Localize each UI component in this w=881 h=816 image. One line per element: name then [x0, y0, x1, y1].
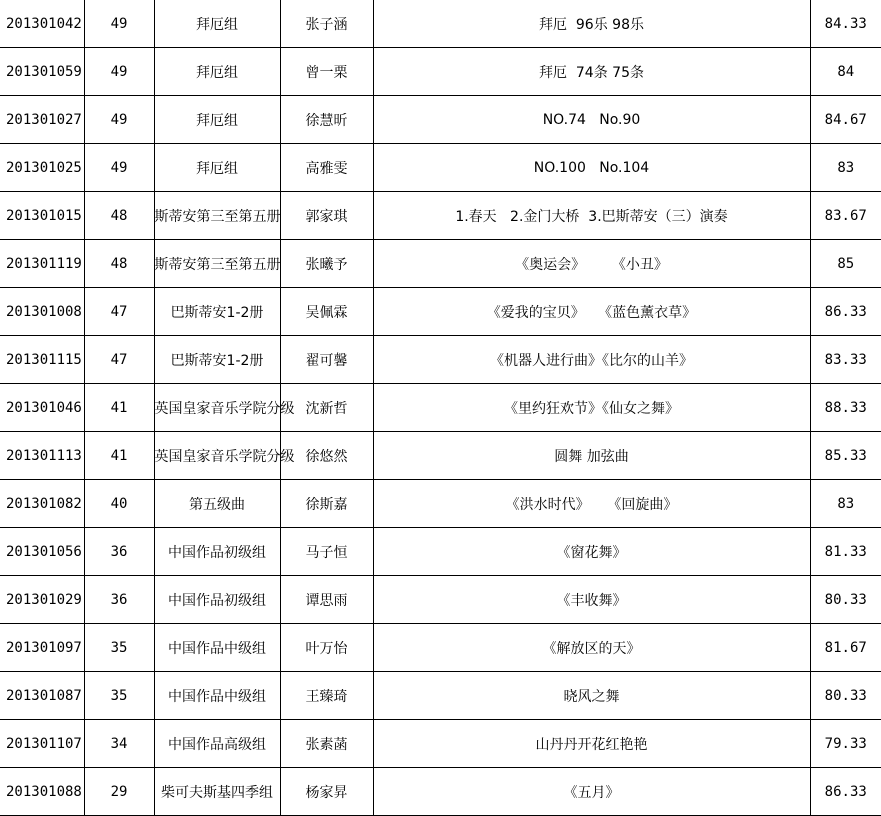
pieces-cell[interactable]: 《丰收舞》	[373, 576, 810, 624]
group-cell[interactable]: 中国作品高级组	[154, 720, 280, 768]
table-row	[0, 480, 881, 528]
student-id-cell[interactable]: 201301027	[0, 96, 84, 144]
pieces-cell[interactable]: 《里约狂欢节》《仙女之舞》	[373, 384, 810, 432]
table-row	[0, 528, 881, 576]
student-name-cell[interactable]: 杨家昇	[280, 768, 373, 816]
table-row	[0, 240, 881, 288]
score-cell[interactable]: 49	[84, 96, 154, 144]
pieces-cell[interactable]: 《洪水时代》 《回旋曲》	[373, 480, 810, 528]
table-row	[0, 144, 881, 192]
group-cell[interactable]: 中国作品初级组	[154, 528, 280, 576]
student-id-cell[interactable]: 201301088	[0, 768, 84, 816]
group-cell[interactable]: 中国作品中级组	[154, 672, 280, 720]
group-cell[interactable]: 英国皇家音乐学院分级	[154, 384, 280, 432]
average-score-cell[interactable]: 83.67	[810, 192, 881, 240]
student-name-cell[interactable]: 叶万怡	[280, 624, 373, 672]
student-id-cell[interactable]: 201301119	[0, 240, 84, 288]
student-name-cell[interactable]: 徐慧昕	[280, 96, 373, 144]
score-cell[interactable]: 41	[84, 432, 154, 480]
table-row	[0, 672, 881, 720]
student-id-cell[interactable]: 201301115	[0, 336, 84, 384]
student-name-cell[interactable]: 马子恒	[280, 528, 373, 576]
score-cell[interactable]: 35	[84, 672, 154, 720]
table-row	[0, 768, 881, 816]
pieces-cell[interactable]: 1.春天 2.金门大桥 3.巴斯蒂安（三）演奏	[373, 192, 810, 240]
score-cell[interactable]: 36	[84, 528, 154, 576]
pieces-cell[interactable]: 《解放区的天》	[373, 624, 810, 672]
average-score-cell[interactable]: 84.33	[810, 0, 881, 48]
pieces-cell[interactable]: 《爱我的宝贝》 《蓝色薰衣草》	[373, 288, 810, 336]
average-score-cell[interactable]: 88.33	[810, 384, 881, 432]
pieces-cell[interactable]: 拜厄 96乐 98乐	[373, 0, 810, 48]
average-score-cell[interactable]: 86.33	[810, 288, 881, 336]
table-row	[0, 0, 881, 48]
group-cell[interactable]: 拜厄组	[154, 0, 280, 48]
group-cell[interactable]: 中国作品中级组	[154, 624, 280, 672]
pieces-cell[interactable]: 《五月》	[373, 768, 810, 816]
average-score-cell[interactable]: 83	[810, 144, 881, 192]
student-name-cell[interactable]: 张素菡	[280, 720, 373, 768]
pieces-cell[interactable]: 山丹丹开花红艳艳	[373, 720, 810, 768]
student-id-cell[interactable]: 201301029	[0, 576, 84, 624]
average-score-cell[interactable]: 80.33	[810, 576, 881, 624]
group-cell[interactable]: 拜厄组	[154, 96, 280, 144]
pieces-cell[interactable]: NO.74 No.90	[373, 96, 810, 144]
group-cell[interactable]: 拜厄组	[154, 144, 280, 192]
score-cell[interactable]: 34	[84, 720, 154, 768]
score-cell[interactable]: 48	[84, 240, 154, 288]
student-name-cell[interactable]: 吴佩霖	[280, 288, 373, 336]
group-cell[interactable]: 斯蒂安第三至第五册	[154, 240, 280, 288]
student-name-cell[interactable]: 王臻琦	[280, 672, 373, 720]
student-id-cell[interactable]: 201301015	[0, 192, 84, 240]
pieces-cell[interactable]: 晓风之舞	[373, 672, 810, 720]
score-cell[interactable]: 47	[84, 288, 154, 336]
student-name-cell[interactable]: 曾一栗	[280, 48, 373, 96]
student-id-cell[interactable]: 201301046	[0, 384, 84, 432]
table-row	[0, 48, 881, 96]
table-row	[0, 288, 881, 336]
score-cell[interactable]: 40	[84, 480, 154, 528]
student-id-cell[interactable]: 201301082	[0, 480, 84, 528]
score-cell[interactable]: 35	[84, 624, 154, 672]
group-cell[interactable]: 柴可夫斯基四季组	[154, 768, 280, 816]
pieces-cell[interactable]: 圆舞 加弦曲	[373, 432, 810, 480]
table-row	[0, 384, 881, 432]
pieces-cell[interactable]: 《机器人进行曲》《比尔的山羊》	[373, 336, 810, 384]
average-score-cell[interactable]: 80.33	[810, 672, 881, 720]
average-score-cell[interactable]: 85.33	[810, 432, 881, 480]
pieces-cell[interactable]: 《奥运会》 《小丑》	[373, 240, 810, 288]
average-score-cell[interactable]: 84.67	[810, 96, 881, 144]
student-id-cell[interactable]: 201301113	[0, 432, 84, 480]
average-score-cell[interactable]: 81.33	[810, 528, 881, 576]
average-score-cell[interactable]: 84	[810, 48, 881, 96]
table-row	[0, 576, 881, 624]
score-cell[interactable]: 48	[84, 192, 154, 240]
score-cell[interactable]: 47	[84, 336, 154, 384]
table-row	[0, 624, 881, 672]
average-score-cell[interactable]: 83.33	[810, 336, 881, 384]
group-cell[interactable]: 中国作品初级组	[154, 576, 280, 624]
group-cell[interactable]: 英国皇家音乐学院分级	[154, 432, 280, 480]
student-id-cell[interactable]: 201301097	[0, 624, 84, 672]
student-name-cell[interactable]: 翟可馨	[280, 336, 373, 384]
student-id-cell[interactable]: 201301087	[0, 672, 84, 720]
pieces-cell[interactable]: 拜厄 74条 75条	[373, 48, 810, 96]
student-name-cell[interactable]: 徐悠然	[280, 432, 373, 480]
group-cell[interactable]: 巴斯蒂安1-2册	[154, 288, 280, 336]
score-cell[interactable]: 49	[84, 48, 154, 96]
student-id-cell[interactable]: 201301025	[0, 144, 84, 192]
average-score-cell[interactable]: 85	[810, 240, 881, 288]
table-row	[0, 720, 881, 768]
score-cell[interactable]: 29	[84, 768, 154, 816]
pieces-cell[interactable]: NO.100 No.104	[373, 144, 810, 192]
group-cell[interactable]: 斯蒂安第三至第五册	[154, 192, 280, 240]
student-name-cell[interactable]: 徐斯嘉	[280, 480, 373, 528]
student-id-cell[interactable]: 201301056	[0, 528, 84, 576]
student-name-cell[interactable]: 沈新哲	[280, 384, 373, 432]
average-score-cell[interactable]: 86.33	[810, 768, 881, 816]
group-cell[interactable]: 巴斯蒂安1-2册	[154, 336, 280, 384]
pieces-cell[interactable]: 《窗花舞》	[373, 528, 810, 576]
student-name-cell[interactable]: 张曦予	[280, 240, 373, 288]
student-id-cell[interactable]: 201301008	[0, 288, 84, 336]
student-id-cell[interactable]: 201301042	[0, 0, 84, 48]
table-row	[0, 192, 881, 240]
score-cell[interactable]: 49	[84, 144, 154, 192]
student-name-cell[interactable]: 张子涵	[280, 0, 373, 48]
average-score-cell[interactable]: 83	[810, 480, 881, 528]
student-name-cell[interactable]: 高雅雯	[280, 144, 373, 192]
score-cell[interactable]: 49	[84, 0, 154, 48]
table-row	[0, 336, 881, 384]
table-row	[0, 96, 881, 144]
student-name-cell[interactable]: 郭家琪	[280, 192, 373, 240]
score-cell[interactable]: 41	[84, 384, 154, 432]
group-cell[interactable]: 第五级曲	[154, 480, 280, 528]
score-cell[interactable]: 36	[84, 576, 154, 624]
group-cell[interactable]: 拜厄组	[154, 48, 280, 96]
student-id-cell[interactable]: 201301059	[0, 48, 84, 96]
table-row	[0, 432, 881, 480]
average-score-cell[interactable]: 81.67	[810, 624, 881, 672]
student-name-cell[interactable]: 谭思雨	[280, 576, 373, 624]
average-score-cell[interactable]: 79.33	[810, 720, 881, 768]
student-id-cell[interactable]: 201301107	[0, 720, 84, 768]
